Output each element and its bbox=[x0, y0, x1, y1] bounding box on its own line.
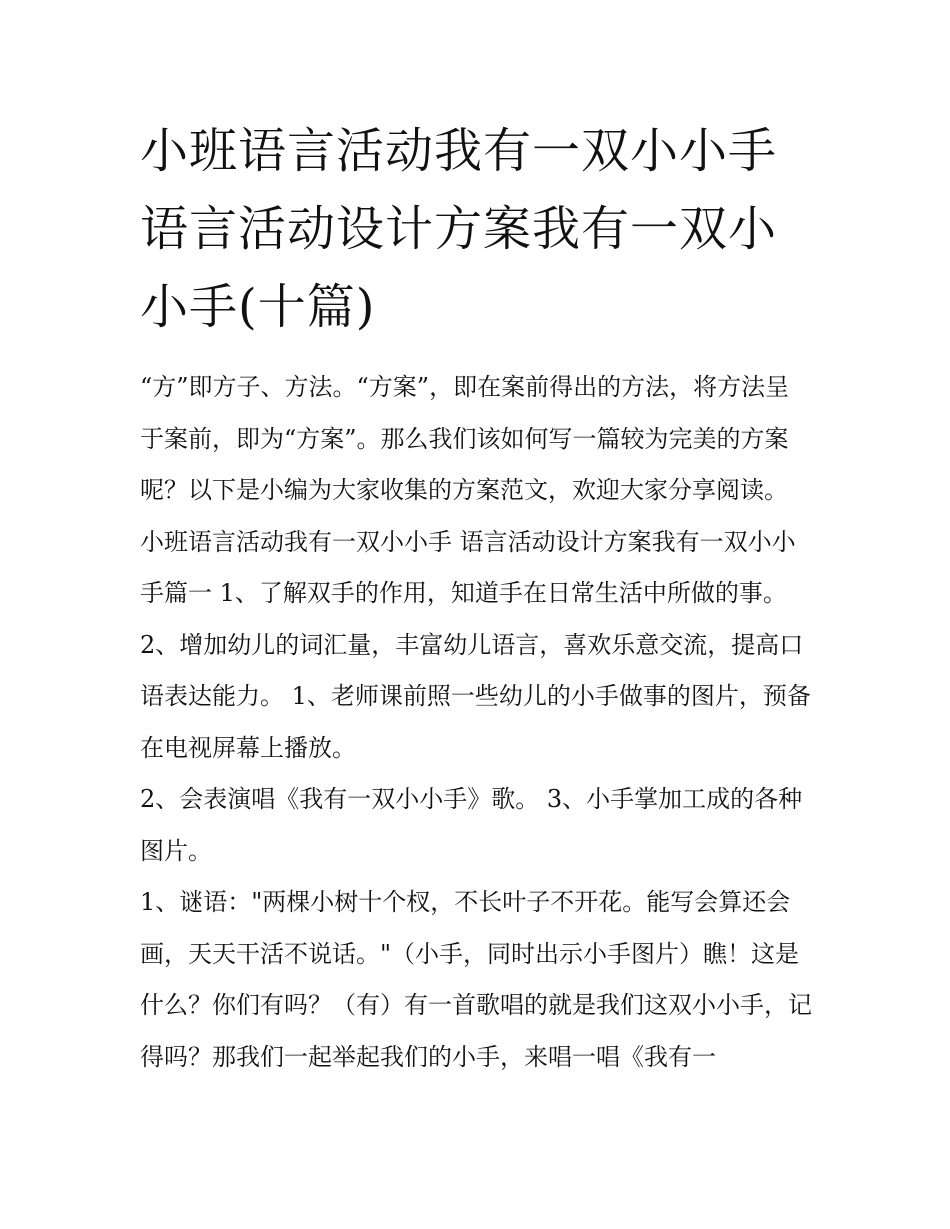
document-title: 小班语言活动我有一双小小手 语言活动设计方案我有一双小小手(十篇) bbox=[140, 123, 778, 335]
document-body bbox=[140, 362, 812, 1083]
paragraph-intro: “方”即方子、方法。“方案”，即在案前得出的方法，将方法呈于案前，即为“方案”。那么我们该如何写一篇较为完美的方案呢？以下是小编为大家收集的方案范文，欢迎大家分享阅读。 bbox=[140, 373, 790, 504]
paragraph-preparation: 2、会表演唱《我有一双小小手》歌。 3、小手掌加工成的各种图片。 bbox=[140, 785, 803, 865]
paragraph-goal-1: 小班语言活动我有一双小小手 语言活动设计方案我有一双小小手篇一 1、了解双手的作用，知道手在日常生活中所做的事。 bbox=[140, 527, 796, 607]
paragraph-goal-2: 2、增加幼儿的词汇量，丰富幼儿语言，喜欢乐意交流，提高口语表达能力。 1、老师课前照一些幼儿的小手做事的图片，预备在电视屏幕上播放。 bbox=[140, 630, 811, 762]
document-page bbox=[140, 112, 812, 1083]
paragraph-riddle: 1、谜语："两棵小树十个杈，不长叶子不开花。能写会算还会画，天天干活不说话。"（小手，同时出示小手图片）瞧！这是什么？你们有吗？（有）有一首歌唱的就是我们这双小小手，记得吗？那我们一起举起我们的小手，来唱一唱《我有一 bbox=[140, 888, 812, 1071]
